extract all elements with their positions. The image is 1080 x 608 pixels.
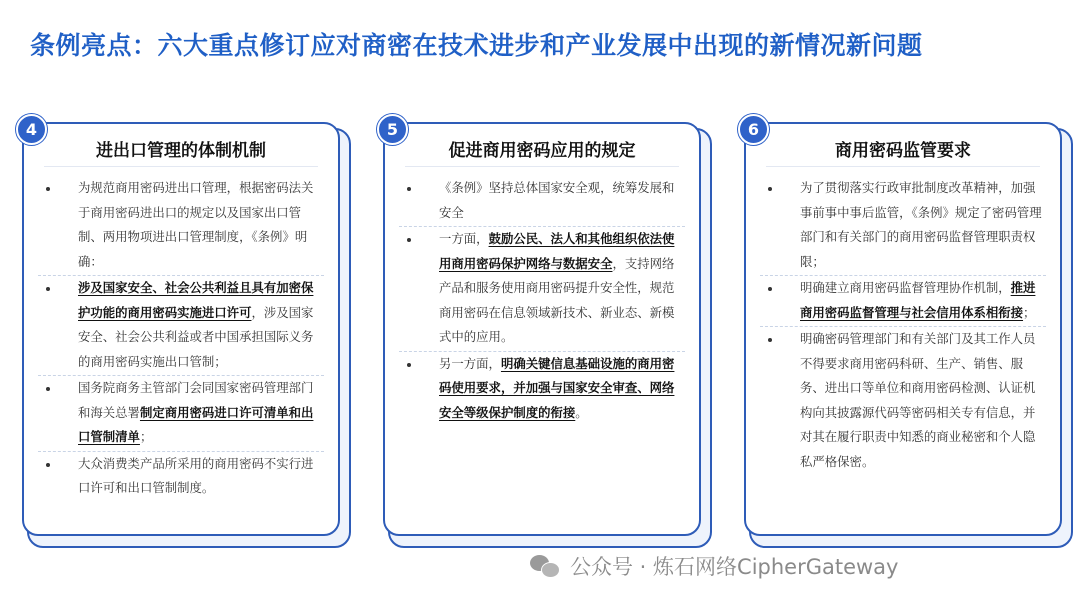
card-body [22, 122, 340, 536]
item-text: 明确建立商用密码监督管理协作机制， [800, 280, 1011, 295]
item-text: 一方面， [439, 231, 489, 246]
card-title: 商用密码监管要求 [835, 141, 971, 161]
bullet-item [38, 176, 324, 275]
item-text: 国务院商务主管部门会同国家密码管理部门和海关总署 [78, 380, 314, 420]
bullet-dot [768, 187, 772, 191]
bullet-dot [46, 387, 50, 391]
bullet-dot [768, 338, 772, 342]
bullet-item [399, 176, 685, 226]
card-body [383, 122, 701, 536]
bullet-dot [46, 187, 50, 191]
bullet-item [760, 176, 1046, 275]
bullet-dot [768, 287, 772, 291]
item-text: 为规范商用密码进出口管理，根据密码法关于商用密码进出口的规定以及国家出口管制、两用物项进出口管理制度，《条例》明确： [78, 180, 314, 269]
item-text: 为了贯彻落实行政审批制度改革精神，加强事前事中事后监管，《条例》规定了密码管理部门和有关部门的商用密码监督管理职责权限； [800, 180, 1042, 269]
card-list [760, 176, 1046, 475]
wechat-icon [530, 553, 560, 579]
number-badge: 4 [16, 114, 47, 145]
footer-text: 公众号 · 炼石网络CipherGateway [570, 555, 899, 579]
item-text: ； [1023, 304, 1036, 320]
item-text: 《条例》坚持总体国家安全观，统筹发展和安全 [439, 180, 675, 220]
bullet-item [760, 326, 1046, 475]
item-text: ，支持网络产品和服务使用商用密码提升安全性，规范商用密码在信息领域新技术、新业态、新模式中的应用。 [439, 255, 675, 344]
item-text: 大众消费类产品所采用的商用密码不实行进口许可和出口管制制度。 [78, 455, 314, 495]
number-badge: 5 [377, 114, 408, 145]
item-text: 明确密码管理部门和有关部门及其工作人员不得要求商用密码科研、生产、销售、服务、进出口等单位和商用密码检测、认证机构向其披露源代码等密码相关专有信息，并对其在履行职责中知悉的商业秘密和个人隐私严格保密。 [800, 331, 1036, 469]
footer-account[interactable] [530, 548, 898, 584]
emphasis-text: 制定商用密码进口许可清单和出口管制清单 [78, 404, 314, 444]
card-list [38, 176, 324, 502]
bullet-dot [407, 363, 411, 367]
page-title: 条例亮点：六大重点修订应对商密在技术进步和产业发展中出现的新情况新问题 [30, 31, 923, 60]
item-text: ，涉及国家安全、社会公共利益或者中国承担国际义务的商用密码实施出口管制； [78, 304, 314, 369]
emphasis-text: 推进商用密码监督管理与社会信用体系相衔接 [800, 280, 1036, 320]
bullet-item [38, 451, 324, 502]
card-body [744, 122, 1062, 536]
number-badge: 6 [738, 114, 769, 145]
card-supervision [744, 122, 1070, 546]
bullet-dot [407, 187, 411, 191]
bullet-dot [46, 287, 50, 291]
emphasis-text: 鼓励公民、法人和其他组织依法使用商用密码保护网络与数据安全 [439, 231, 675, 271]
emphasis-text: 明确关键信息基础设施的商用密码使用要求，并加强与国家安全审查、网络安全等级保护制度的衔接 [439, 355, 675, 420]
card-title: 进出口管理的体制机制 [96, 141, 266, 161]
bullet-item [38, 275, 324, 375]
bullet-item [399, 226, 685, 351]
bullet-item [399, 351, 685, 427]
bullet-item [38, 375, 324, 451]
item-text: ； [139, 429, 153, 444]
item-text: 。 [575, 404, 588, 420]
card-title: 促进商用密码应用的规定 [448, 141, 636, 161]
card-divider [44, 166, 318, 167]
card-import-export [22, 122, 348, 546]
bullet-dot [46, 463, 50, 467]
card-promote-application [383, 122, 709, 546]
item-text: 另一方面， [439, 355, 501, 371]
card-divider [766, 166, 1040, 167]
emphasis-text: 涉及国家安全、社会公共利益且具有加密保护功能的商用密码实施进口许可 [78, 280, 314, 320]
card-list [399, 176, 685, 426]
card-divider [405, 166, 679, 167]
bullet-dot [407, 238, 411, 242]
bullet-item [760, 275, 1046, 326]
